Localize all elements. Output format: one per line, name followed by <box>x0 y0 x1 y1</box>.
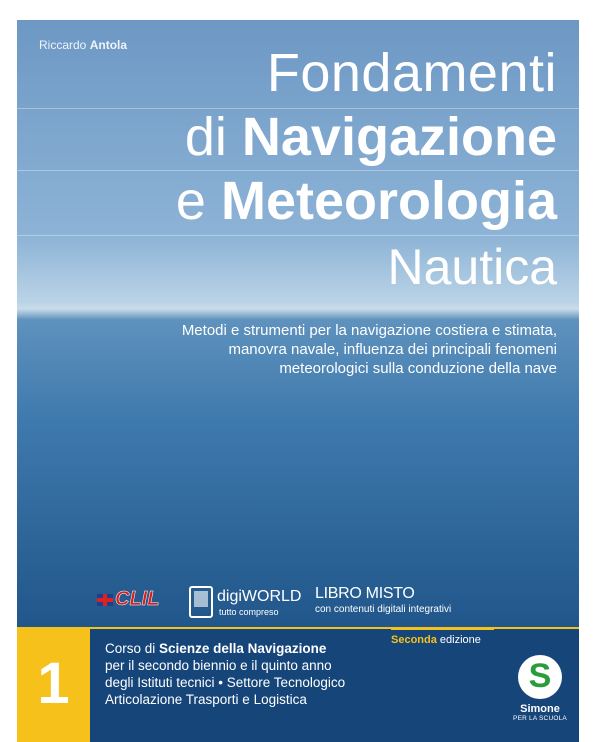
title-line-4: Nautica <box>387 239 557 295</box>
libro-misto-logo: LIBRO MISTO con contenuti digitali integrativi <box>315 585 452 615</box>
yellow-divider <box>17 627 579 629</box>
guide-line <box>17 235 579 236</box>
edition-label: Seconda edizione <box>391 627 494 646</box>
course-description: Corso di Scienze della Navigazione per il secondo biennio e il quinto anno degli Istituti tecnici • Settore Tecnologico Articolazione Trasporti e Logistica <box>105 641 346 707</box>
simone-logo-icon <box>518 655 562 699</box>
publisher-logo: S Simone PER LA SCUOLA <box>513 655 567 722</box>
uk-flag-icon <box>97 594 113 606</box>
title-line-3: e Meteorologia <box>175 171 557 231</box>
clil-logo: CLIL <box>97 588 159 628</box>
book-cover: Riccardo Antola Fondamenti di Navigazione e Meteorologia Nautica Metodi e strumenti per la navigazione costiera e stimata, manovra navale, influenza dei principali fenomeni meteorologici sulla conduzione della nave CLIL digiWORLD tutto compreso LIBRO MISTO con contenuti digitali integrativi 1 Corso di Scienze della Navigazione per il secondo biennio e il quinto anno degli Istituti tecnici • Settore Tecnologico Articolazione Trasporti e Logistica Seconda edizione S Simone PER LA SCUOLA <box>17 20 579 742</box>
tablet-icon <box>189 586 213 618</box>
author-name: Riccardo Antola <box>39 38 128 52</box>
title-line-1: Fondamenti <box>266 43 557 103</box>
volume-number: 1 <box>17 629 90 742</box>
subtitle: Metodi e strumenti per la navigazione costiera e stimata, manovra navale, influenza dei principali fenomeni meteorologici sulla conduzione della nave <box>181 322 557 377</box>
title-line-2: di Navigazione <box>184 107 557 167</box>
